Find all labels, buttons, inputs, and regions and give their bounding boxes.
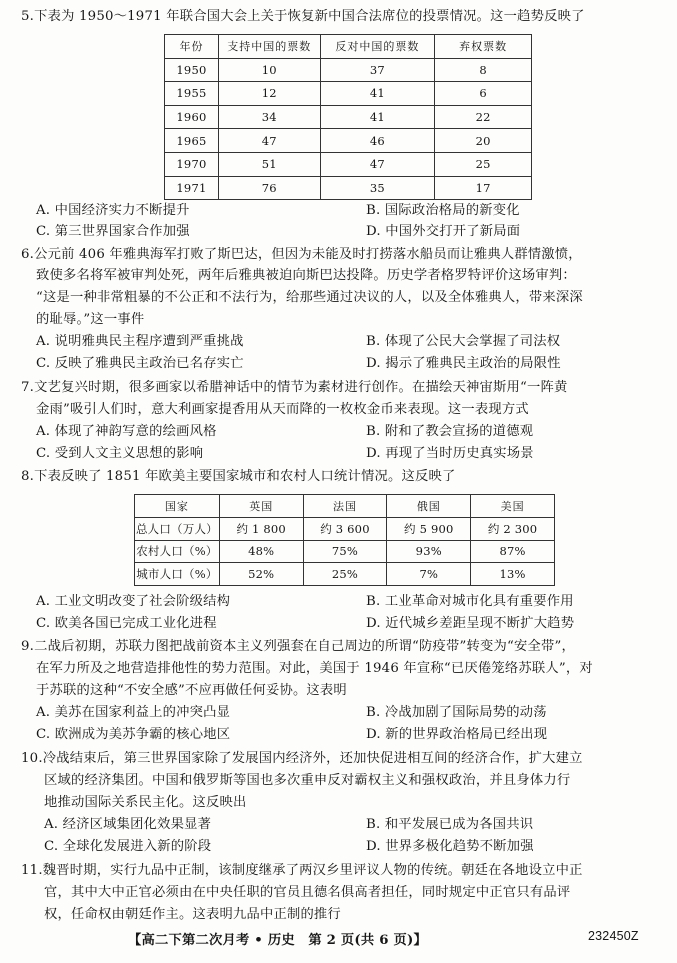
q11-stem-line: 11.魏晋时期，实行九品中正制，该制度继承了两汉乡里评议人物的传统。朝廷在各地设立中正 <box>21 863 583 878</box>
table-cell: 52% <box>219 563 303 586</box>
q9-option-c: C. 欧洲成为美苏争霸的核心地区 <box>36 727 231 742</box>
table-cell: 48% <box>219 540 303 563</box>
table-row <box>165 176 532 200</box>
table-cell: 20 <box>435 129 532 153</box>
table-cell: 25% <box>303 563 387 586</box>
table-cell: 25 <box>435 152 532 176</box>
table-cell: 87% <box>471 540 555 563</box>
table-cell: 1950 <box>165 58 219 82</box>
q9-stem-line: 在军力所及之地营造排他性的势力范围。对此，美国于 1946 年宣称“已厌倦笼络苏联人”，对 <box>36 661 593 676</box>
table-header-cell: 弃权票数 <box>435 35 532 59</box>
table-cell: 6 <box>435 82 532 106</box>
q7-option-c: C. 受到人文主义思想的影响 <box>36 446 204 461</box>
q6-stem-line: “这是一种非常粗暴的不公正和不法行为，给那些通过决议的人，以及全体雅典人，带来深深 <box>36 290 583 305</box>
table-cell: 1970 <box>165 152 219 176</box>
q10-stem-line: 地推动国际关系民主化。这反映出 <box>44 795 247 810</box>
table-cell: 7% <box>387 563 471 586</box>
q7-stem-line: 金雨”吸引人们时，意大利画家提香用从天而降的一枚枚金币来表现。这一表现方式 <box>36 402 529 417</box>
table-cell: 22 <box>435 105 532 129</box>
q7-stem-line: 7.文艺复兴时期，很多画家以希腊神话中的情节为素材进行创作。在描绘天神宙斯用“一阵黄 <box>21 380 568 395</box>
table-header-cell: 俄国 <box>387 495 471 518</box>
q8-option-d: D. 近代城乡差距呈现不断扩大趋势 <box>366 616 575 631</box>
table-cell: 47 <box>320 152 435 176</box>
table-header-cell: 国家 <box>135 495 220 518</box>
q8-option-a: A. 工业文明改变了社会阶级结构 <box>36 594 231 609</box>
q10-option-a: A. 经济区域集团化效果显著 <box>44 817 212 832</box>
table-cell: 51 <box>218 152 320 176</box>
table-header-cell: 反对中国的票数 <box>320 35 435 59</box>
table-header-row <box>165 35 532 59</box>
table-row <box>135 540 555 563</box>
q8-table <box>134 494 555 586</box>
q7-option-d: D. 再现了当时历史真实场景 <box>366 446 534 461</box>
table-header-row <box>135 495 555 518</box>
table-cell: 47 <box>218 129 320 153</box>
table-cell: 1965 <box>165 129 219 153</box>
table-cell: 1960 <box>165 105 219 129</box>
table-cell: 12 <box>218 82 320 106</box>
table-row <box>165 58 532 82</box>
table-cell: 城市人口（%） <box>135 563 220 586</box>
table-cell: 农村人口（%） <box>135 540 220 563</box>
q5-option-b: B. 国际政治格局的新变化 <box>366 203 520 218</box>
q6-stem-line: 致使多名将军被审判处死，两年后雅典被迫向斯巴达投降。历史学者格罗特评价这场审判： <box>36 268 576 283</box>
table-cell: 约 5 900 <box>387 517 471 540</box>
table-cell: 75% <box>303 540 387 563</box>
table-row <box>165 82 532 106</box>
table-cell: 1955 <box>165 82 219 106</box>
q10-option-d: D. 世界多极化趋势不断加强 <box>366 839 534 854</box>
q8-option-b: B. 工业革命对城市化具有重要作用 <box>366 594 574 609</box>
table-header-cell: 年份 <box>165 35 219 59</box>
q9-option-b: B. 冷战加剧了国际局势的动荡 <box>366 705 547 720</box>
table-cell: 8 <box>435 58 532 82</box>
table-cell: 约 3 600 <box>303 517 387 540</box>
table-row <box>135 517 555 540</box>
q6-stem-line: 6.公元前 406 年雅典海军打败了斯巴达，但因为未能及时打捞落水船员而让雅典人群情激愤， <box>21 247 582 262</box>
q6-option-d: D. 揭示了雅典民主政治的局限性 <box>366 356 561 371</box>
footer-code: 232450Z <box>588 929 639 943</box>
page-footer <box>0 929 677 951</box>
table-cell: 37 <box>320 58 435 82</box>
table-row <box>135 563 555 586</box>
table-cell: 13% <box>471 563 555 586</box>
table-header-cell: 法国 <box>303 495 387 518</box>
q9-option-d: D. 新的世界政治格局已经出现 <box>366 727 548 742</box>
table-cell: 约 2 300 <box>471 517 555 540</box>
q9-stem-line: 9.二战后初期，苏联力图把战前资本主义列强套在自己周边的所谓“防疫带”转变为“安全带”， <box>21 639 575 654</box>
table-cell: 41 <box>320 105 435 129</box>
table-row <box>165 129 532 153</box>
table-cell: 34 <box>218 105 320 129</box>
q9-stem-line: 于苏联的这种“不安全感”不应再做任何妥协。这表明 <box>36 683 347 698</box>
table-row <box>165 105 532 129</box>
table-cell: 10 <box>218 58 320 82</box>
table-cell: 35 <box>320 176 435 200</box>
table-cell: 76 <box>218 176 320 200</box>
q5-option-a: A. 中国经济实力不断提升 <box>36 203 190 218</box>
q11-stem-line: 权，任命权由朝廷作主。这表明九品中正制的推行 <box>44 907 341 922</box>
table-cell: 总人口（万人） <box>135 517 220 540</box>
table-cell: 46 <box>320 129 435 153</box>
q10-option-b: B. 和平发展已成为各国共识 <box>366 817 534 832</box>
footer-title: 【高二下第二次月考 • 历史 第 2 页(共 6 页)】 <box>128 933 428 948</box>
q7-option-b: B. 附和了教会宣扬的道德观 <box>366 424 534 439</box>
q5-table <box>164 34 532 200</box>
table-cell: 93% <box>387 540 471 563</box>
q10-stem-line: 10.冷战结束后，第三世界国家除了发展国内经济外，还加快促进相互间的经济合作，扩大建立 <box>21 751 583 766</box>
q6-option-b: B. 体现了公民大会掌握了司法权 <box>366 334 561 349</box>
table-header-cell: 美国 <box>471 495 555 518</box>
q6-stem-line: 的耻辱。”这一事件 <box>36 312 145 327</box>
table-cell: 约 1 800 <box>219 517 303 540</box>
q5-option-c: C. 第三世界国家合作加强 <box>36 224 190 239</box>
q8-option-c: C. 欧美各国已完成工业化进程 <box>36 616 217 631</box>
q6-option-c: C. 反映了雅典民主政治已名存实亡 <box>36 356 244 371</box>
q7-option-a: A. 体现了神韵写意的绘画风格 <box>36 424 217 439</box>
table-header-cell: 支持中国的票数 <box>218 35 320 59</box>
q5-option-d: D. 中国外交打开了新局面 <box>366 224 521 239</box>
q10-option-c: C. 全球化发展进入新的阶段 <box>44 839 212 854</box>
q6-option-a: A. 说明雅典民主程序遭到严重挑战 <box>36 334 244 349</box>
q9-option-a: A. 美苏在国家利益上的冲突凸显 <box>36 705 231 720</box>
table-header-cell: 英国 <box>219 495 303 518</box>
q11-stem-line: 官，其中大中正官必须由在中央任职的官员且德名俱高者担任，同时规定中正官只有品评 <box>44 885 571 900</box>
table-cell: 17 <box>435 176 532 200</box>
q5-stem: 5.下表为 1950～1971 年联合国大会上关于恢复新中国合法席位的投票情况。这一趋势反映了 <box>21 9 585 24</box>
q10-stem-line: 区域的经济集团。中国和俄罗斯等国也多次重申反对霸权主义和强权政治，并且身体力行 <box>44 773 571 788</box>
table-row <box>165 152 532 176</box>
table-cell: 41 <box>320 82 435 106</box>
q8-stem: 8.下表反映了 1851 年欧美主要国家城市和农村人口统计情况。这反映了 <box>21 469 456 484</box>
table-cell: 1971 <box>165 176 219 200</box>
